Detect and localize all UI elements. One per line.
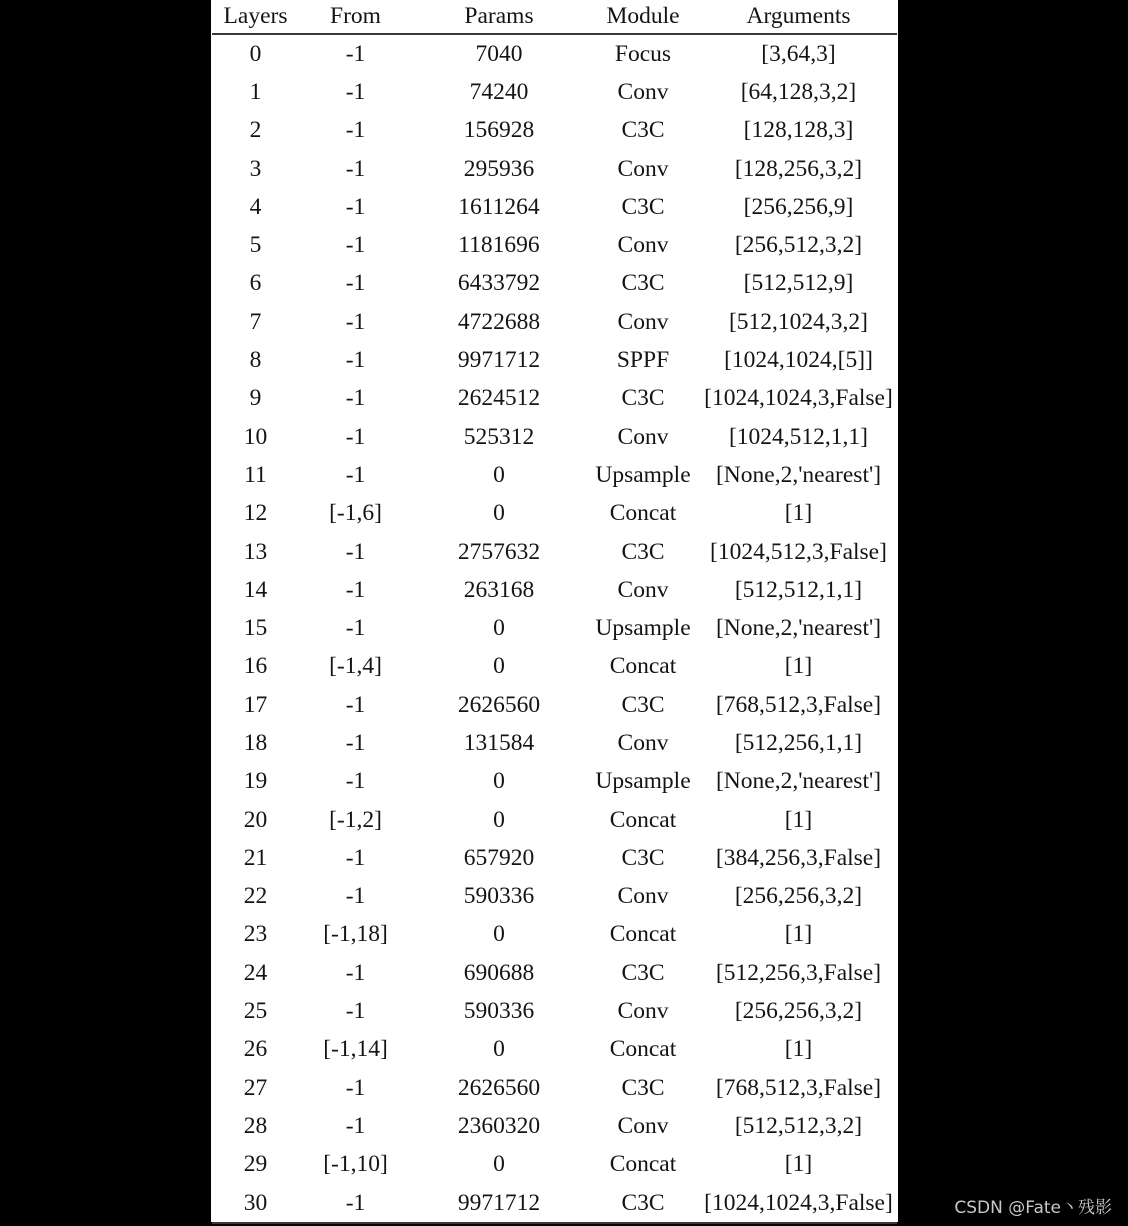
cell-params: 525312	[463, 423, 535, 450]
cell-layer: 3	[249, 155, 262, 182]
cell-from: -1	[345, 691, 366, 718]
cell-layer: 16	[243, 653, 268, 680]
watermark-text: CSDN @Fate丶残影	[954, 1198, 1112, 1218]
cell-params: 6433792	[457, 270, 541, 297]
cell-module: Conv	[617, 883, 669, 910]
cell-arguments: [None,2,'nearest']	[715, 461, 882, 488]
table-row	[212, 878, 897, 916]
cell-params: 295936	[463, 155, 535, 182]
cell-from: [-1,4]	[329, 653, 382, 680]
cell-layer: 23	[243, 921, 268, 948]
cell-params: 690688	[463, 959, 535, 986]
table-row	[212, 648, 897, 686]
table-row	[212, 112, 897, 150]
table-row	[212, 1107, 897, 1145]
cell-layer: 8	[249, 347, 262, 374]
cell-layer: 17	[243, 691, 268, 718]
cell-module: C3C	[621, 538, 665, 565]
cell-from: -1	[345, 768, 366, 795]
cell-layer: 7	[249, 308, 262, 335]
cell-arguments: [512,512,3,2]	[734, 1112, 863, 1139]
cell-params: 263168	[463, 576, 535, 603]
table-row	[212, 380, 897, 418]
cell-module: Concat	[609, 653, 677, 680]
cell-params: 7040	[475, 40, 523, 67]
cell-layer: 20	[243, 806, 268, 833]
cell-params: 0	[493, 1036, 505, 1063]
cell-arguments: [None,2,'nearest']	[715, 615, 882, 642]
cell-layer: 4	[249, 193, 262, 220]
cell-params: 0	[493, 1151, 505, 1178]
header-module: Module	[586, 0, 700, 34]
cell-arguments: [1]	[784, 1151, 813, 1178]
cell-params: 9971712	[457, 347, 541, 374]
cell-module: Concat	[609, 500, 677, 527]
cell-from: -1	[345, 423, 366, 450]
cell-layer: 11	[244, 461, 267, 488]
cell-from: -1	[345, 729, 366, 756]
cell-params: 1611264	[458, 193, 540, 220]
cell-module: Upsample	[595, 461, 691, 488]
cell-arguments: [3,64,3]	[761, 40, 836, 67]
cell-from: [-1,2]	[329, 806, 382, 833]
cell-module: C3C	[621, 959, 665, 986]
cell-module: Conv	[617, 423, 669, 450]
cell-layer: 25	[243, 998, 268, 1025]
cell-from: -1	[345, 883, 366, 910]
cell-module: Conv	[617, 576, 669, 603]
table-header-row	[212, 0, 897, 34]
table-row	[212, 34, 897, 73]
cell-params: 156928	[463, 117, 535, 144]
table-row	[212, 1184, 897, 1223]
cell-arguments: [512,256,1,1]	[734, 729, 863, 756]
cell-from: -1	[345, 347, 366, 374]
cell-arguments: [512,256,3,False]	[715, 959, 882, 986]
cell-arguments: [384,256,3,False]	[715, 844, 882, 871]
cell-layer: 26	[243, 1036, 268, 1063]
cell-arguments: [256,256,3,2]	[734, 883, 863, 910]
cell-layer: 12	[243, 500, 268, 527]
cell-layer: 10	[243, 423, 268, 450]
cell-layer: 30	[212, 1184, 299, 1223]
cell-from: -1	[345, 998, 366, 1025]
table-row	[212, 763, 897, 801]
cell-module: Upsample	[595, 615, 691, 642]
cell-params: 4722688	[457, 308, 541, 335]
cell-arguments: [1]	[784, 806, 813, 833]
table-row	[212, 839, 897, 877]
cell-module: Conv	[617, 155, 669, 182]
cell-module: C3C	[621, 1074, 665, 1101]
cell-arguments: [128,256,3,2]	[734, 155, 863, 182]
cell-arguments: [1024,512,1,1]	[728, 423, 869, 450]
table-body	[212, 34, 897, 1223]
table-row	[212, 1069, 897, 1107]
cell-layer: 5	[249, 232, 262, 259]
cell-module: Concat	[609, 806, 677, 833]
cell-module: C3C	[621, 270, 665, 297]
cell-module: Conv	[617, 232, 669, 259]
cell-layer: 9	[249, 385, 262, 412]
cell-from: -1	[345, 193, 366, 220]
cell-arguments: [768,512,3,False]	[715, 691, 882, 718]
cell-params: 2626560	[457, 691, 541, 718]
cell-params: 2757632	[457, 538, 541, 565]
cell-layer: 21	[243, 844, 268, 871]
cell-module: C3C	[621, 117, 665, 144]
cell-from: -1	[345, 40, 366, 67]
cell-from: -1	[345, 461, 366, 488]
cell-arguments: [512,512,9]	[743, 270, 854, 297]
cell-from: -1	[345, 1074, 366, 1101]
cell-module: C3C	[586, 1184, 700, 1223]
cell-arguments: [1024,512,3,False]	[710, 538, 887, 565]
table-row	[212, 456, 897, 494]
cell-params: 2624512	[457, 385, 541, 412]
cell-module: Upsample	[595, 768, 691, 795]
cell-params: 590336	[463, 883, 535, 910]
cell-module: C3C	[621, 193, 665, 220]
cell-from: -1	[345, 844, 366, 871]
table-row	[212, 265, 897, 303]
cell-params: 9971712	[412, 1184, 586, 1223]
cell-module: C3C	[621, 385, 665, 412]
cell-layer: 13	[243, 538, 268, 565]
cell-layer: 29	[243, 1151, 268, 1178]
cell-module: SPPF	[616, 347, 670, 374]
cell-layer: 19	[243, 768, 268, 795]
cell-params: 590336	[463, 998, 535, 1025]
table-row	[212, 609, 897, 647]
table-row	[212, 992, 897, 1030]
cell-from: -1	[345, 538, 366, 565]
cell-params: 2360320	[457, 1112, 541, 1139]
cell-params: 0	[493, 500, 505, 527]
cell-layer: 14	[243, 576, 268, 603]
table-row	[212, 150, 897, 188]
cell-arguments: [512,512,1,1]	[734, 576, 863, 603]
cell-from: -1	[345, 270, 366, 297]
cell-from: [-1,14]	[323, 1036, 388, 1063]
cell-arguments: [1024,1024,[5]]	[724, 347, 873, 374]
cell-layer: 6	[249, 270, 262, 297]
cell-layer: 0	[249, 40, 262, 67]
cell-arguments: [1024,1024,3,False]	[700, 1184, 897, 1223]
table-row	[212, 724, 897, 762]
cell-module: Conv	[617, 1112, 669, 1139]
cell-module: Conv	[617, 998, 669, 1025]
cell-layer: 28	[243, 1112, 268, 1139]
cell-from: -1	[345, 308, 366, 335]
cell-layer: 22	[243, 883, 268, 910]
header-arguments: Arguments	[700, 0, 897, 34]
cell-layer: 24	[243, 959, 268, 986]
cell-from: -1	[345, 117, 366, 144]
cell-module: Concat	[609, 1151, 677, 1178]
table-row	[212, 495, 897, 533]
cell-from: [-1,18]	[323, 921, 388, 948]
table-row	[212, 226, 897, 264]
cell-module: Concat	[609, 1036, 677, 1063]
cell-arguments: [1024,1024,3,False]	[704, 385, 893, 412]
cell-arguments: [256,256,9]	[743, 193, 854, 220]
table-row	[212, 571, 897, 609]
table-row	[212, 533, 897, 571]
cell-params: 2626560	[457, 1074, 541, 1101]
table-row	[212, 341, 897, 379]
cell-from: [-1,10]	[323, 1151, 388, 1178]
cell-arguments: [768,512,3,False]	[715, 1074, 882, 1101]
cell-module: Focus	[614, 40, 672, 67]
cell-arguments: [256,256,3,2]	[734, 998, 863, 1025]
cell-params: 131584	[463, 729, 535, 756]
cell-params: 0	[493, 615, 505, 642]
cell-arguments: [64,128,3,2]	[740, 78, 857, 105]
table-page	[211, 0, 898, 1222]
cell-from: -1	[345, 232, 366, 259]
cell-arguments: [1]	[784, 500, 813, 527]
cell-layer: 27	[243, 1074, 268, 1101]
cell-layer: 18	[243, 729, 268, 756]
cell-from: -1	[345, 576, 366, 603]
cell-from: -1	[345, 155, 366, 182]
cell-from: -1	[299, 1184, 412, 1223]
table-row	[212, 954, 897, 992]
cell-params: 0	[493, 806, 505, 833]
cell-from: -1	[345, 959, 366, 986]
table-row	[212, 1146, 897, 1184]
cell-arguments: [256,512,3,2]	[734, 232, 863, 259]
cell-module: Conv	[617, 729, 669, 756]
cell-from: -1	[345, 78, 366, 105]
cell-arguments: [1]	[784, 653, 813, 680]
cell-params: 657920	[463, 844, 535, 871]
cell-module: C3C	[621, 691, 665, 718]
cell-from: -1	[345, 615, 366, 642]
table-row	[212, 686, 897, 724]
cell-arguments: [1]	[784, 921, 813, 948]
cell-from: [-1,6]	[329, 500, 382, 527]
table-row	[212, 303, 897, 341]
cell-layer: 15	[243, 615, 268, 642]
header-params: Params	[412, 0, 586, 34]
model-layers-table	[212, 0, 897, 1224]
cell-layer: 1	[249, 78, 262, 105]
cell-params: 0	[493, 461, 505, 488]
cell-params: 0	[493, 768, 505, 795]
cell-module: Conv	[617, 78, 669, 105]
cell-module: Concat	[609, 921, 677, 948]
cell-params: 0	[493, 653, 505, 680]
cell-from: -1	[345, 1112, 366, 1139]
cell-layer: 2	[249, 117, 262, 144]
header-layers: Layers	[212, 0, 299, 34]
table-row	[212, 916, 897, 954]
header-from: From	[299, 0, 412, 34]
cell-module: Conv	[617, 308, 669, 335]
cell-arguments: [None,2,'nearest']	[715, 768, 882, 795]
table-row	[212, 801, 897, 839]
cell-from: -1	[345, 385, 366, 412]
cell-arguments: [512,1024,3,2]	[728, 308, 869, 335]
table-row	[212, 188, 897, 226]
cell-arguments: [128,128,3]	[743, 117, 854, 144]
cell-params: 1181696	[458, 232, 540, 259]
table-row	[212, 418, 897, 456]
cell-params: 0	[493, 921, 505, 948]
cell-arguments: [1]	[784, 1036, 813, 1063]
table-row	[212, 73, 897, 111]
cell-module: C3C	[621, 844, 665, 871]
table-row	[212, 1031, 897, 1069]
cell-params: 74240	[469, 78, 529, 105]
